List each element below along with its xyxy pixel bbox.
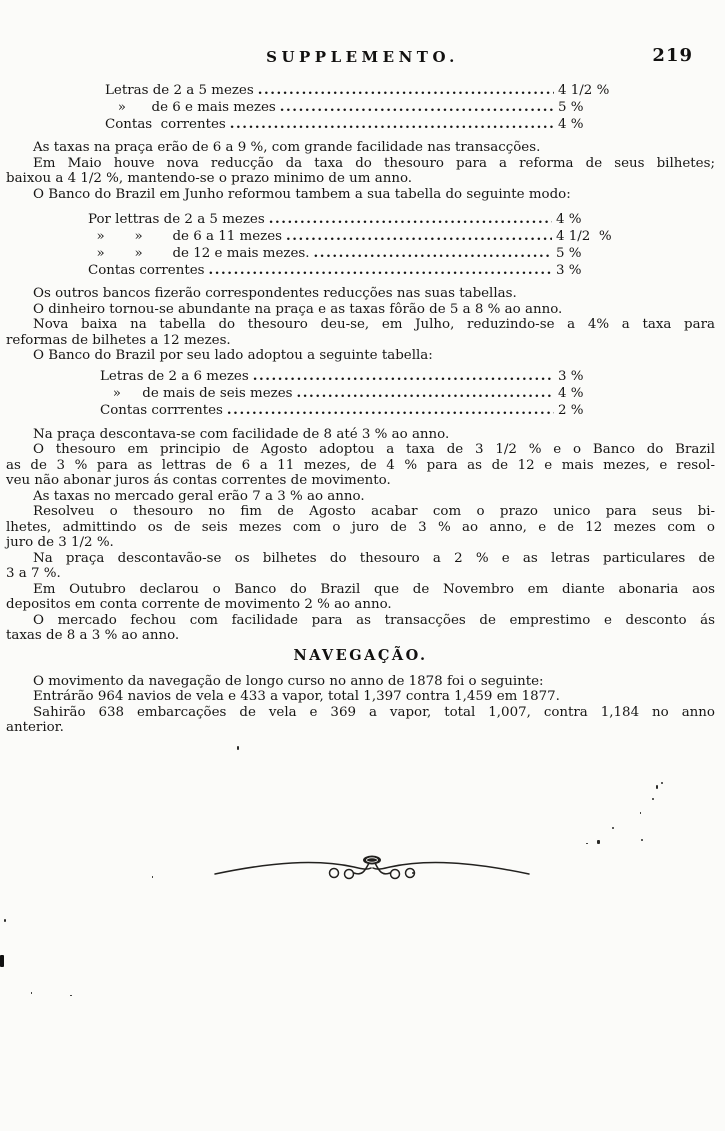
text-line: as de 3 % para as lettras de 6 a 11 mezes, de 4 % para as de 12 e mais mezes, e resol- xyxy=(6,457,715,473)
scan-artifact xyxy=(412,872,414,874)
text-line: O Banco do Brazil por seu lado adoptou a seguinte tabella: xyxy=(33,348,433,363)
rate-table xyxy=(100,368,650,419)
scan-artifact xyxy=(0,955,4,967)
rate-table-row xyxy=(88,211,648,228)
leader-dots xyxy=(297,385,554,402)
rate-row-label: Contas corrrentes xyxy=(100,402,223,418)
leader-dots xyxy=(269,211,552,228)
text-line: O movimento da navegação de longo curso no anno de 1878 foi o seguinte: xyxy=(33,673,544,689)
scan-artifact xyxy=(31,992,32,994)
scan-artifact xyxy=(4,919,6,922)
leader-dots xyxy=(314,245,552,262)
scan-artifact xyxy=(641,839,643,841)
paragraph-block xyxy=(6,427,715,644)
scan-artifact xyxy=(586,843,588,844)
page-body-text xyxy=(6,76,715,736)
scan-artifact xyxy=(152,876,153,878)
text-line: veu não abonar juros ás contas correntes de movimento. xyxy=(6,473,391,488)
rate-row-value: 4 1/2 % xyxy=(558,83,610,98)
rate-row-label: Por lettras de 2 a 5 mezes xyxy=(88,212,265,227)
text-line: Nova baixa na tabella do thesouro deu-se, em Julho, reduzindo-se a 4% a taxa para xyxy=(33,317,715,332)
paragraph-block xyxy=(6,286,715,364)
rate-row-value: 4 % xyxy=(556,212,582,227)
text-line: As taxas no mercado geral erão 7 a 3 % ao anno. xyxy=(33,488,365,504)
paragraph-block xyxy=(6,140,715,202)
rate-table-row xyxy=(100,402,650,419)
text-line: lhetes, admittindo os de seis mezes com o juro de 3 % ao anno, e de 12 mezes com o xyxy=(6,519,715,535)
text-line: O dinheiro tornou-se abundante na praça e as taxas fôrão de 5 a 8 % ao anno. xyxy=(33,301,563,317)
text-line: O mercado fechou com facilidade para as transacções de emprestimo e desconto ás xyxy=(33,612,715,628)
leader-dots xyxy=(227,402,554,419)
rate-row-label: » de 6 e mais mezes xyxy=(105,100,276,115)
leader-dots xyxy=(258,82,554,99)
scan-artifact xyxy=(597,840,600,844)
leader-dots xyxy=(230,116,554,133)
rate-row-label: Contas correntes xyxy=(88,263,205,278)
rate-row-value: 3 % xyxy=(558,368,584,384)
rate-row-value: 5 % xyxy=(556,246,582,261)
text-line: Em Maio houve nova reducção da taxa do thesouro para a reforma de seus bilhetes; xyxy=(33,155,715,171)
leader-dots xyxy=(253,368,554,385)
rate-row-value: 2 % xyxy=(558,402,584,418)
text-line: reformas de bilhetes a 12 mezes. xyxy=(6,332,231,348)
text-line: Na praça descontava-se com facilidade de 8 até 3 % ao anno. xyxy=(33,426,450,442)
rate-table-row xyxy=(88,262,648,279)
rate-row-label: Letras de 2 a 6 mezes xyxy=(100,368,249,384)
rate-row-value: 4 % xyxy=(558,117,584,132)
scan-artifact xyxy=(237,746,239,750)
text-line: juro de 3 1/2 %. xyxy=(6,535,114,550)
scan-artifact xyxy=(70,995,72,996)
flourish-icon xyxy=(212,849,532,883)
text-line: Entrárão 964 navios de vela e 433 a vapor, total 1,397 contra 1,459 em 1877. xyxy=(33,689,560,704)
rate-row-label: » de mais de seis mezes xyxy=(100,385,293,401)
text-line: Em Outubro declarou o Banco do Brazil que de Novembro em diante abonaria aos xyxy=(33,581,715,597)
text-line: anterior. xyxy=(6,720,64,735)
rate-row-value: 4 1/2 % xyxy=(556,229,612,244)
rate-row-label: » » de 12 e mais mezes. xyxy=(88,246,310,261)
scan-artifact xyxy=(661,782,663,784)
leader-dots xyxy=(209,262,552,279)
rate-row-value: 4 % xyxy=(558,385,584,401)
text-line: depositos em conta corrente de movimento 2 % ao anno. xyxy=(6,597,392,612)
rate-table-row xyxy=(100,385,650,402)
text-line: taxas de 8 a 3 % ao anno. xyxy=(6,628,180,643)
rate-table xyxy=(105,82,650,133)
text-line: Na praça descontavão-se os bilhetes do thesouro a 2 % e as letras particulares de xyxy=(33,550,715,566)
rate-row-value: 3 % xyxy=(556,263,582,278)
text-line: O thesouro em principio de Agosto adoptou a taxa de 3 1/2 % e o Banco do Brazil xyxy=(33,442,715,457)
rate-table-row xyxy=(100,368,650,385)
leader-dots xyxy=(280,99,554,116)
text-line: Os outros bancos fizerão correspondentes reducções nas suas tabellas. xyxy=(33,286,517,301)
section-heading: NAVEGAÇÃO. xyxy=(293,646,428,664)
paragraph-block xyxy=(6,674,715,736)
text-line: baixou a 4 1/2 %, mantendo-se o prazo minimo de um anno. xyxy=(6,171,413,186)
page-number: 219 xyxy=(652,45,693,66)
rate-table-row xyxy=(105,116,650,133)
rate-table-row xyxy=(88,245,648,262)
text-line: O Banco do Brazil em Junho reformou tambem a sua tabella do seguinte modo: xyxy=(33,186,571,202)
scan-artifact xyxy=(640,812,641,814)
text-line: Resolveu o thesouro no fim de Agosto acabar com o prazo unico para seus bi- xyxy=(33,504,715,519)
decorative-flourish xyxy=(212,849,532,883)
scan-artifact xyxy=(612,827,614,829)
rate-row-label: Contas correntes xyxy=(105,117,226,132)
text-line: Sahirão 638 embarcações de vela e 369 a vapor, total 1,007, contra 1,184 no anno xyxy=(33,704,715,720)
rate-table xyxy=(88,211,648,279)
rate-table-row xyxy=(88,228,648,245)
rate-table-row xyxy=(105,99,650,116)
page-title: SUPPLEMENTO. xyxy=(266,48,459,66)
rate-row-label: Letras de 2 a 5 mezes xyxy=(105,83,254,98)
text-line: 3 a 7 %. xyxy=(6,566,61,581)
text-line: As taxas na praça erão de 6 a 9 %, com grande facilidade nas transacções. xyxy=(33,140,541,155)
rate-row-value: 5 % xyxy=(558,100,584,115)
leader-dots xyxy=(286,228,552,245)
scan-artifact xyxy=(652,798,654,800)
scan-artifact xyxy=(656,785,658,789)
rate-row-label: » » de 6 a 11 mezes xyxy=(88,229,283,244)
page-header xyxy=(0,45,725,72)
rate-table-row xyxy=(105,82,650,99)
